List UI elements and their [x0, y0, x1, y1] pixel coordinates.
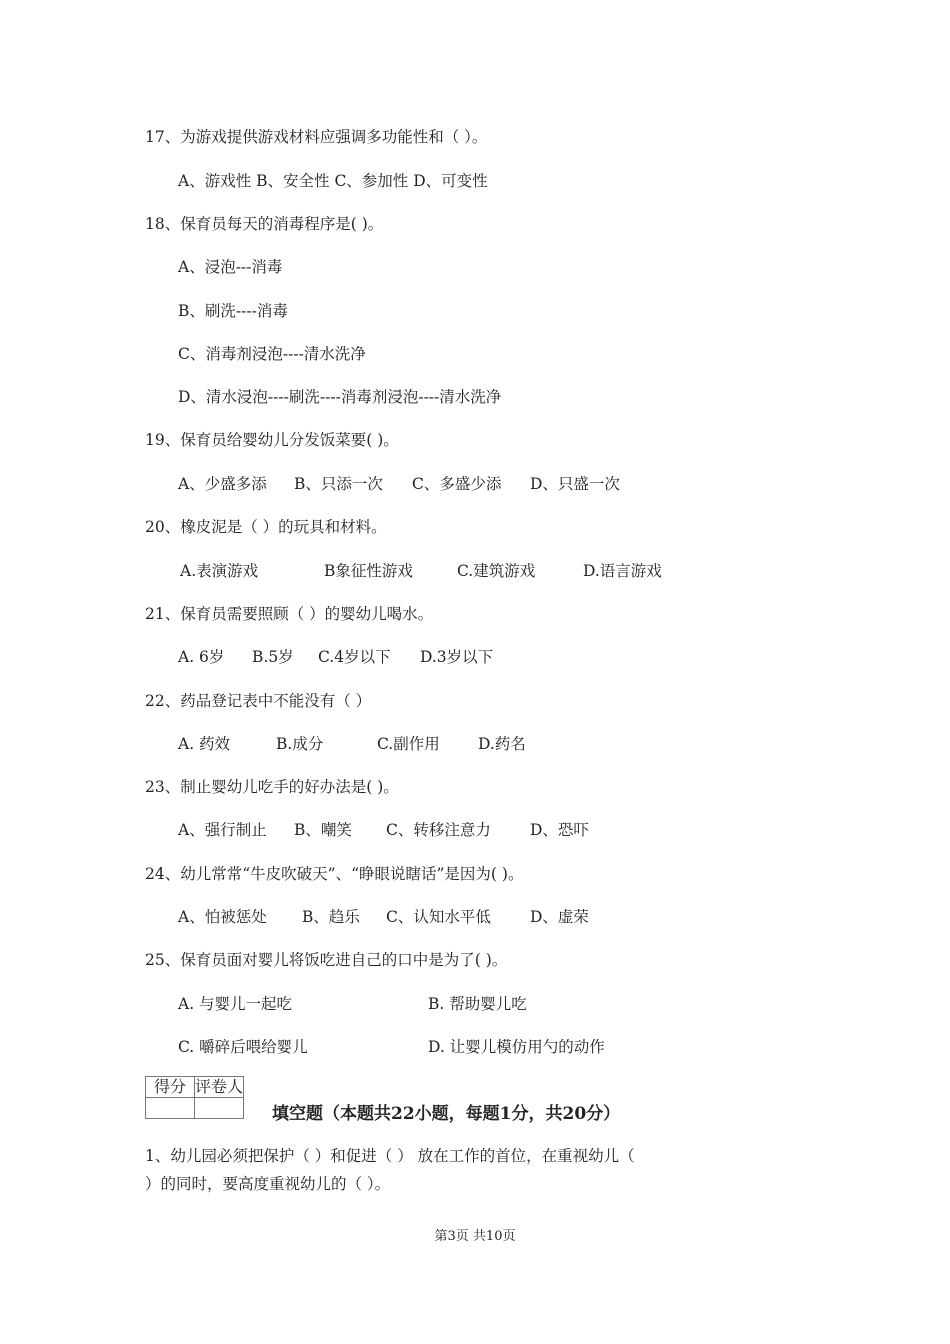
- question-23-stem: 23、制止婴幼儿吃手的好办法是( )。: [145, 778, 399, 796]
- question-24-stem: 24、幼儿常常“牛皮吹破天”、“睁眼说瞎话”是因为( )。: [145, 865, 524, 883]
- question-22-option-d: D.药名: [478, 735, 526, 753]
- question-19-option-d: D、只盛一次: [530, 475, 620, 493]
- question-25-option-d: D. 让婴儿模仿用勺的动作: [428, 1038, 605, 1056]
- grader-label: 评卷人: [195, 1077, 244, 1096]
- question-18-option-b: B、刷洗----消毒: [178, 302, 288, 320]
- question-20-stem: 20、橡皮泥是（ ）的玩具和材料。: [145, 518, 387, 536]
- question-22-option-b: B.成分: [276, 735, 324, 753]
- question-25-stem: 25、保育员面对婴儿将饭吃进自己的口中是为了( )。: [145, 951, 508, 969]
- score-label: 得分: [146, 1077, 195, 1098]
- question-23-option-b: B、嘲笑: [294, 821, 352, 839]
- question-24-option-a: A、怕被惩处: [178, 908, 267, 926]
- section-title: 填空题（本题共22小题，每题1分，共20分）: [272, 1104, 621, 1124]
- question-20-option-a: A.表演游戏: [180, 562, 259, 580]
- question-23-option-c: C、转移注意力: [386, 821, 491, 839]
- question-19-option-c: C、多盛少添: [412, 475, 502, 493]
- question-18-option-d: D、清水浸泡----刷洗----消毒剂浸泡----清水洗净: [178, 388, 502, 406]
- question-24-option-d: D、虚荣: [530, 908, 589, 926]
- question-25-option-a: A. 与婴儿一起吃: [178, 995, 293, 1013]
- question-20-option-d: D.语言游戏: [583, 562, 662, 580]
- question-18-option-a: A、浸泡---消毒: [178, 258, 283, 276]
- score-cell: [146, 1098, 195, 1119]
- question-22-stem: 22、药品登记表中不能没有（ ）: [145, 692, 372, 710]
- question-17-options: A、游戏性 B、安全性 C、参加性 D、可变性: [178, 172, 488, 190]
- question-18-option-c: C、消毒剂浸泡----清水洗净: [178, 345, 366, 363]
- grader-cell: [195, 1098, 244, 1119]
- question-25-option-b: B. 帮助婴儿吃: [428, 995, 527, 1013]
- question-18-stem: 18、保育员每天的消毒程序是( )。: [145, 215, 384, 233]
- score-table: [145, 1076, 244, 1119]
- question-22-option-a: A. 药效: [178, 735, 231, 753]
- question-24-option-c: C、认知水平低: [386, 908, 491, 926]
- page-footer: 第3页 共10页: [434, 1229, 516, 1244]
- fill-question-1-line1: 1、幼儿园必须把保护（ ）和促进（ ） 放在工作的首位，在重视幼儿（: [145, 1147, 635, 1165]
- question-21-option-a: A. 6岁: [178, 648, 225, 666]
- question-21-option-b: B.5岁: [252, 648, 294, 666]
- question-19-stem: 19、保育员给婴幼儿分发饭菜要( )。: [145, 431, 399, 449]
- fill-question-1-line2: ）的同时，要高度重视幼儿的（ ）。: [145, 1175, 391, 1193]
- question-22-option-c: C.副作用: [377, 735, 440, 753]
- question-21-option-d: D.3岁以下: [420, 648, 494, 666]
- question-21-option-c: C.4岁以下: [318, 648, 391, 666]
- question-20-option-c: C.建筑游戏: [457, 562, 536, 580]
- question-23-option-a: A、强行制止: [178, 821, 267, 839]
- question-17-stem: 17、为游戏提供游戏材料应强调多功能性和（ ）。: [145, 128, 488, 146]
- question-23-option-d: D、恐吓: [530, 821, 589, 839]
- question-25-option-c: C. 嚼碎后喂给婴儿: [178, 1038, 308, 1056]
- question-19-option-b: B、只添一次: [294, 475, 383, 493]
- question-20-option-b: B象征性游戏: [324, 562, 413, 580]
- question-24-option-b: B、趋乐: [302, 908, 360, 926]
- question-19-option-a: A、少盛多添: [178, 475, 267, 493]
- question-21-stem: 21、保育员需要照顾（ ）的婴幼儿喝水。: [145, 605, 434, 623]
